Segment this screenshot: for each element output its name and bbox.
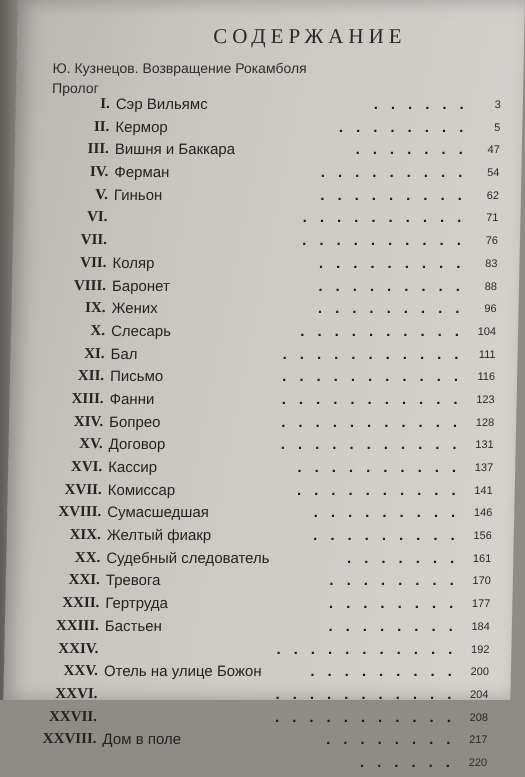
page-number: 88 (484, 280, 498, 293)
toc-entry (32, 731, 487, 754)
chapter-number: XII. (77, 368, 105, 385)
leader-dots: ........... (275, 685, 465, 703)
leader-dots: ........ (329, 572, 468, 590)
chapter-title: Комиссар (107, 481, 176, 499)
leader-dots: .......... (302, 209, 475, 227)
toc-entry (33, 686, 488, 709)
leader-dots: .......... (297, 459, 470, 476)
chapter-number: XXVIII. (42, 731, 97, 748)
leader-dots: .......... (300, 322, 473, 340)
page-number: 192 (470, 643, 490, 656)
leader-dots: ........ (338, 118, 477, 136)
page-number: 76 (485, 235, 499, 248)
page-number: 71 (486, 212, 499, 225)
page-number: 141 (474, 484, 493, 497)
chapter-number: VIII. (73, 277, 107, 294)
page-number: 116 (477, 371, 496, 384)
toc-entry (43, 209, 498, 232)
chapter-title: Письмо (109, 368, 164, 386)
chapter-number: XXVII. (48, 708, 98, 725)
toc-entry (42, 278, 497, 301)
page-number: 83 (485, 257, 498, 270)
leader-dots: ......... (317, 300, 473, 318)
chapter-title: Бастьен (104, 617, 163, 635)
leader-dots: ........ (328, 595, 467, 613)
chapter-number: IV. (89, 164, 109, 181)
chapter-number: XXV. (63, 663, 99, 680)
chapter-title: Желтый фиакр (106, 527, 212, 545)
toc-entry (44, 164, 499, 187)
table-of-contents (32, 96, 501, 777)
toc-entry (36, 572, 491, 595)
chapter-number: XVI. (70, 459, 103, 475)
chapter-number: VI. (86, 209, 108, 226)
leader-dots: ........... (282, 345, 472, 363)
chapter-title: Жених (111, 300, 158, 318)
chapter-title: Баронет (111, 277, 171, 295)
toc-entry (39, 414, 494, 437)
toc-entry (40, 368, 495, 391)
chapter-title: Отель на улице Божон (103, 663, 262, 681)
page-number: 62 (486, 189, 500, 202)
chapter-title: Сэр Вильямс (115, 96, 208, 113)
page-number: 111 (478, 348, 496, 361)
chapter-title: Ферман (114, 164, 170, 182)
toc-entry (43, 232, 498, 255)
leader-dots: ......... (318, 254, 474, 272)
page-number: 47 (487, 144, 500, 157)
leader-dots: ......... (320, 186, 476, 204)
leader-dots: ........... (274, 708, 465, 726)
chapter-number: XIX. (69, 527, 101, 544)
chapter-number: XXIII. (55, 617, 100, 634)
leader-dots: ......... (310, 663, 466, 681)
page-number: 161 (472, 552, 492, 565)
page-number: 146 (473, 507, 493, 520)
leader-dots: ......... (313, 527, 468, 545)
chapter-title: Гертруда (105, 595, 169, 613)
chapter-number: XX. (74, 549, 101, 566)
page-number: 204 (469, 688, 489, 701)
toc-entry (36, 527, 491, 550)
leader-dots: ....... (355, 141, 477, 159)
leader-dots: ........ (328, 617, 467, 635)
leader-dots: ...... (373, 96, 477, 113)
leader-dots: ....... (346, 549, 468, 567)
toc-entry (38, 459, 493, 482)
page-number: 5 (494, 121, 501, 134)
toc-entry (36, 550, 491, 573)
chapter-number: VII. (80, 254, 107, 271)
page-number: 96 (484, 303, 497, 316)
page-number: 217 (469, 734, 488, 747)
chapter-number: I. (100, 96, 110, 112)
page-number: 3 (494, 99, 501, 111)
page-number: 177 (471, 598, 491, 611)
chapter-number: III. (87, 141, 110, 158)
chapter-title: Кермор (115, 118, 168, 136)
chapter-number: V. (95, 186, 109, 203)
chapter-title: Тревога (105, 572, 161, 590)
toc-entry (41, 323, 496, 346)
leader-dots: ........... (276, 640, 466, 658)
book-page (3, 0, 525, 771)
chapter-title: Слесарь (110, 322, 172, 340)
chapter-number: XVII. (64, 481, 102, 498)
prologue-label: Пролог (51, 80, 99, 96)
chapter-title: Фанни (109, 390, 155, 408)
toc-entry (45, 119, 500, 142)
toc-entry (33, 709, 488, 732)
toc-entry (37, 504, 492, 527)
leader-dots: ........... (280, 436, 470, 454)
chapter-number: XIV. (73, 413, 104, 430)
page-number: 128 (475, 416, 495, 429)
toc-entry (38, 436, 493, 459)
page-number: 170 (472, 575, 491, 588)
chapter-title: Гиньон (113, 186, 163, 204)
chapter-title: Коляр (112, 254, 155, 272)
page-number: 104 (477, 325, 497, 338)
toc-entry (46, 96, 501, 119)
page-number: 54 (486, 167, 500, 180)
toc-entry (35, 618, 490, 641)
chapter-number: VII. (80, 232, 108, 249)
chapter-title: Дом в поле (102, 731, 182, 749)
author-line: Ю. Кузнецов. Возвращение Рокамболя (52, 60, 307, 76)
toc-entry (32, 754, 487, 777)
page-number: 220 (468, 756, 488, 769)
toc-entry (41, 300, 496, 323)
chapter-number: IX. (84, 300, 106, 317)
chapter-title: Судебный следователь (106, 549, 270, 567)
toc-entry (44, 187, 499, 210)
page-number: 208 (469, 711, 489, 724)
toc-entry (42, 255, 497, 278)
page-number: 123 (476, 393, 495, 406)
chapter-number: X. (90, 322, 106, 339)
chapter-number: XXII. (62, 595, 100, 612)
toc-entry (34, 663, 489, 686)
leader-dots: ........... (282, 368, 472, 386)
page-number: 156 (473, 530, 492, 543)
leader-dots: ........... (281, 413, 471, 431)
toc-entry (37, 482, 492, 505)
chapter-number: XV. (79, 436, 103, 453)
toc-entry (34, 641, 489, 664)
page-number: 200 (470, 666, 490, 679)
page-number: 131 (475, 439, 494, 452)
leader-dots: ......... (320, 164, 476, 182)
leader-dots: ......... (318, 277, 474, 295)
page-number: 137 (474, 462, 494, 474)
toc-entry (39, 391, 494, 414)
leader-dots: ......... (313, 504, 469, 522)
leader-dots: .......... (302, 232, 475, 250)
chapter-number: XIII. (71, 390, 104, 407)
chapter-number: XXVI. (55, 685, 98, 702)
leader-dots: ........ (325, 731, 464, 749)
toc-entry (40, 346, 495, 369)
leader-dots: ...... (359, 753, 464, 771)
chapter-title: Сумасшедшая (107, 504, 210, 522)
page-title: СОДЕРЖАНИЕ (212, 24, 407, 48)
toc-entry (35, 595, 490, 618)
chapter-number: XXIV. (58, 640, 99, 657)
chapter-number: XXI. (68, 572, 101, 589)
chapter-number: II. (93, 118, 110, 135)
chapter-title: Договор (108, 436, 166, 454)
leader-dots: ........... (281, 390, 471, 408)
chapter-title: Кассир (108, 459, 158, 476)
chapter-number: XI. (84, 345, 105, 362)
chapter-title: Вишня и Баккара (114, 141, 236, 159)
page-number: 184 (471, 620, 490, 633)
chapter-title: Бопрео (108, 413, 161, 431)
leader-dots: .......... (296, 481, 469, 499)
toc-entry (45, 141, 500, 164)
chapter-title: Бал (110, 345, 138, 363)
chapter-number: XVIII. (58, 504, 102, 521)
